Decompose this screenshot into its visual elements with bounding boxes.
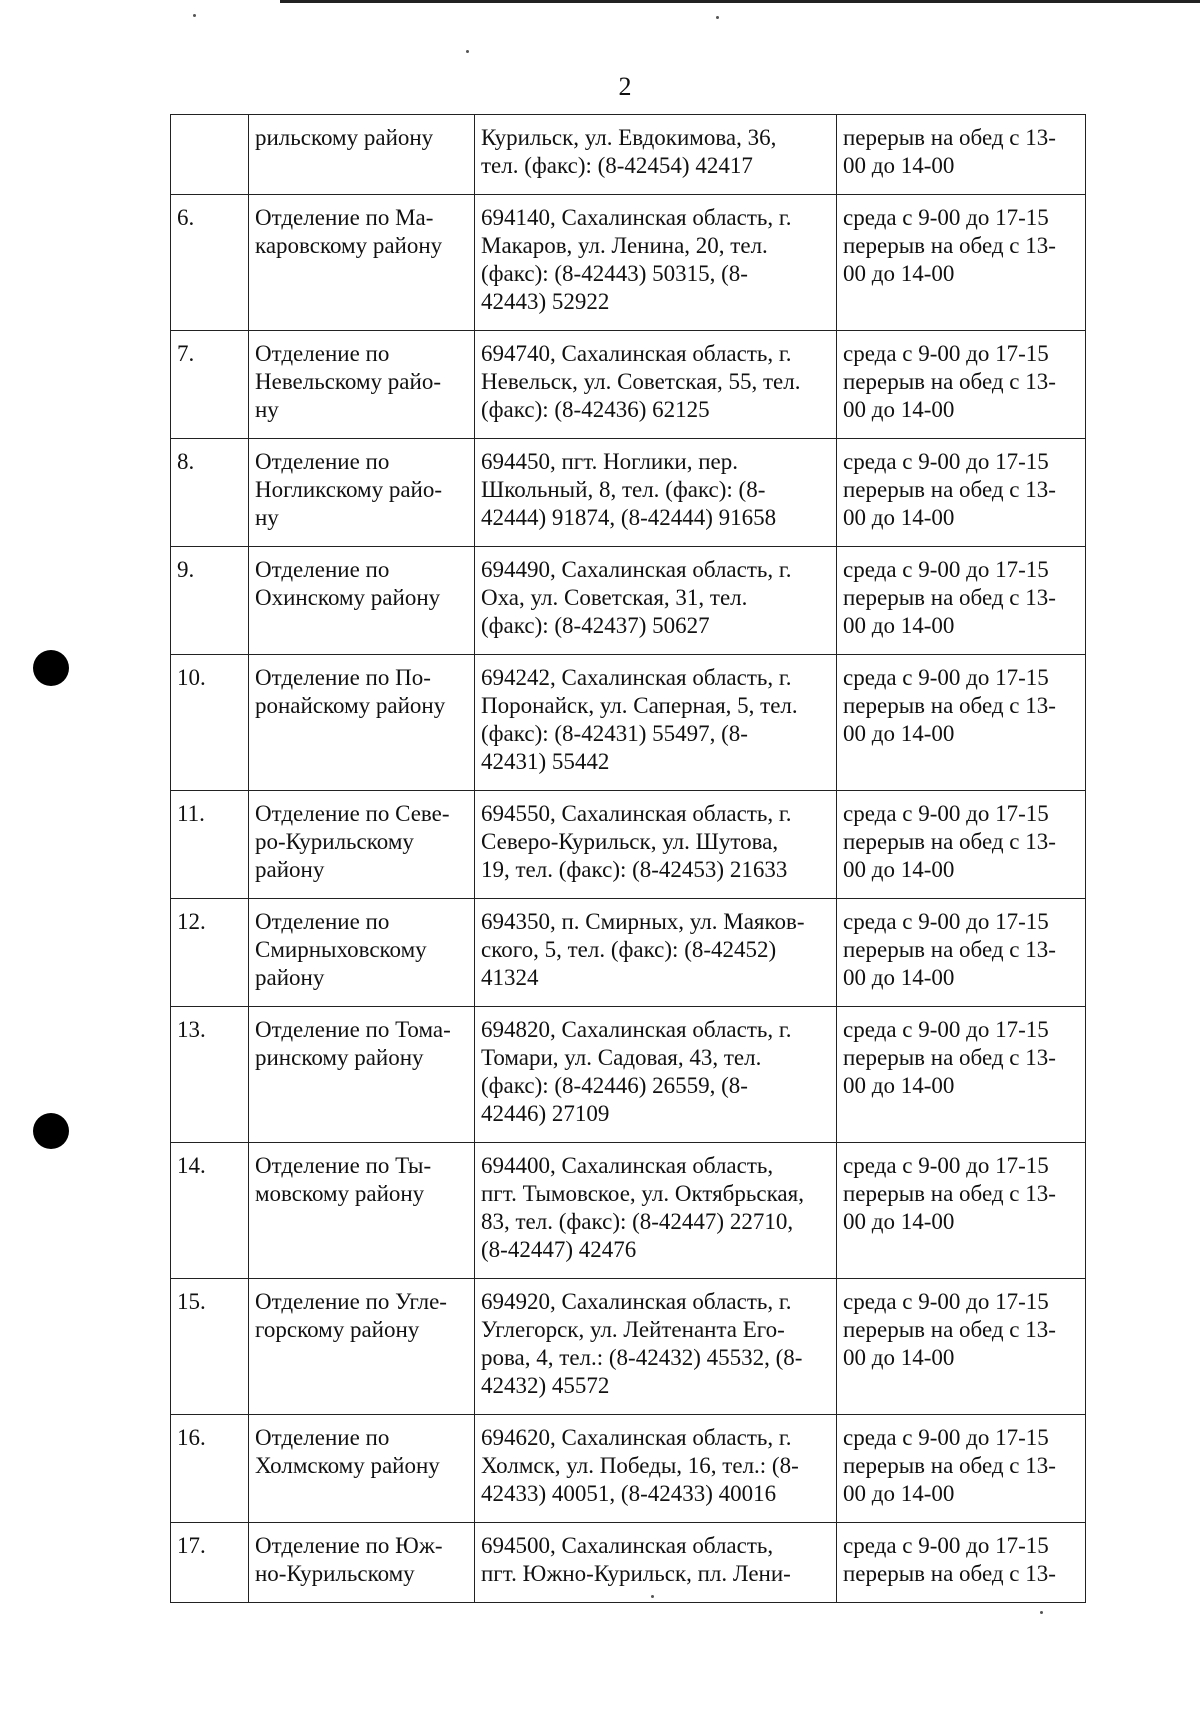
cell-text-line: но-Курильскому xyxy=(255,1561,415,1586)
table-row xyxy=(171,1143,1086,1279)
office-name-cell xyxy=(249,115,475,195)
office-hours-cell xyxy=(837,655,1086,791)
office-name-cell xyxy=(249,1143,475,1279)
cell-text-line: 694140, Сахалинская область, г. xyxy=(481,205,792,230)
cell-text-line: 42433) 40051, (8-42433) 40016 xyxy=(481,1481,777,1506)
cell-text-line: Отделение по Юж- xyxy=(255,1533,443,1558)
cell-text-line: 00 до 14-00 xyxy=(843,1345,955,1370)
cell-text-line: 00 до 14-00 xyxy=(843,1209,955,1234)
cell-text-line: среда с 9-00 до 17-15 xyxy=(843,665,1049,690)
cell-text-line: 694820, Сахалинская область, г. xyxy=(481,1017,792,1042)
cell-text-line: перерыв на обед с 13- xyxy=(843,1317,1056,1342)
cell-text-line: Холмскому району xyxy=(255,1453,440,1478)
cell-text-line: Невельск, ул. Советская, 55, тел. xyxy=(481,369,801,394)
cell-text-line: 00 до 14-00 xyxy=(843,857,955,882)
office-hours-cell xyxy=(837,1523,1086,1603)
cell-text-line: тел. (факс): (8-42454) 42417 xyxy=(481,153,753,178)
cell-text-line: (факс): (8-42437) 50627 xyxy=(481,613,710,638)
row-number: 14. xyxy=(171,1143,249,1279)
office-address-cell xyxy=(475,331,837,439)
cell-text-line: 00 до 14-00 xyxy=(843,505,955,530)
cell-text-line: Курильск, ул. Евдокимова, 36, xyxy=(481,125,777,150)
cell-text-line: ну xyxy=(255,397,279,422)
cell-text-line: среда с 9-00 до 17-15 xyxy=(843,1533,1049,1558)
cell-text-line: району xyxy=(255,857,325,882)
cell-text-line: 00 до 14-00 xyxy=(843,613,955,638)
cell-text-line: 00 до 14-00 xyxy=(843,965,955,990)
office-name-cell xyxy=(249,547,475,655)
cell-text-line: Отделение по Угле- xyxy=(255,1289,447,1314)
cell-text-line: Отделение по xyxy=(255,1425,390,1450)
office-address-cell xyxy=(475,899,837,1007)
cell-text-line: ронайскому району xyxy=(255,693,446,718)
office-address-cell xyxy=(475,439,837,547)
cell-text-line: перерыв на обед с 13- xyxy=(843,125,1056,150)
office-address-cell xyxy=(475,1279,837,1415)
cell-text-line: 694550, Сахалинская область, г. xyxy=(481,801,792,826)
cell-text-line: 00 до 14-00 xyxy=(843,721,955,746)
office-address-cell xyxy=(475,195,837,331)
office-name-cell xyxy=(249,791,475,899)
cell-text-line: ро-Курильскому xyxy=(255,829,414,854)
office-name-cell xyxy=(249,1279,475,1415)
table-row xyxy=(171,791,1086,899)
cell-text-line: пгт. Тымовское, ул. Октябрьская, xyxy=(481,1181,804,1206)
row-number: 7. xyxy=(171,331,249,439)
cell-text-line: перерыв на обед с 13- xyxy=(843,693,1056,718)
cell-text-line: перерыв на обед с 13- xyxy=(843,477,1056,502)
cell-text-line: 42432) 45572 xyxy=(481,1373,610,1398)
cell-text-line: Смирныховскому xyxy=(255,937,427,962)
punch-hole-mark xyxy=(33,650,69,686)
office-hours-cell xyxy=(837,1415,1086,1523)
cell-text-line: среда с 9-00 до 17-15 xyxy=(843,205,1049,230)
office-name-cell xyxy=(249,655,475,791)
cell-text-line: рова, 4, тел.: (8-42432) 45532, (8- xyxy=(481,1345,803,1370)
cell-text-line: 42443) 52922 xyxy=(481,289,610,314)
office-address-cell xyxy=(475,1007,837,1143)
office-hours-cell xyxy=(837,439,1086,547)
cell-text-line: 19, тел. (факс): (8-42453) 21633 xyxy=(481,857,788,882)
table-row xyxy=(171,1279,1086,1415)
office-hours-cell xyxy=(837,1279,1086,1415)
office-hours-cell xyxy=(837,1143,1086,1279)
cell-text-line: Школьный, 8, тел. (факс): (8- xyxy=(481,477,766,502)
cell-text-line: перерыв на обед с 13- xyxy=(843,369,1056,394)
cell-text-line: 83, тел. (факс): (8-42447) 22710, xyxy=(481,1209,794,1234)
cell-text-line: ну xyxy=(255,505,279,530)
row-number: 8. xyxy=(171,439,249,547)
table-row xyxy=(171,899,1086,1007)
cell-text-line: пгт. Южно-Курильск, пл. Лени- xyxy=(481,1561,791,1586)
cell-text-line: мовскому району xyxy=(255,1181,425,1206)
row-number xyxy=(171,115,249,195)
cell-text-line: Отделение по Ма- xyxy=(255,205,434,230)
table-row xyxy=(171,195,1086,331)
cell-text-line: горскому району xyxy=(255,1317,420,1342)
cell-text-line: Отделение по xyxy=(255,909,390,934)
cell-text-line: среда с 9-00 до 17-15 xyxy=(843,1289,1049,1314)
cell-text-line: Отделение по По- xyxy=(255,665,431,690)
cell-text-line: Невельскому райо- xyxy=(255,369,441,394)
cell-text-line: каровскому району xyxy=(255,233,443,258)
scan-speck xyxy=(716,16,719,19)
cell-text-line: Отделение по xyxy=(255,557,390,582)
cell-text-line: (факс): (8-42443) 50315, (8- xyxy=(481,261,748,286)
offices-table-body xyxy=(171,115,1086,1603)
cell-text-line: 41324 xyxy=(481,965,539,990)
cell-text-line: среда с 9-00 до 17-15 xyxy=(843,449,1049,474)
cell-text-line: перерыв на обед с 13- xyxy=(843,233,1056,258)
office-hours-cell xyxy=(837,1007,1086,1143)
cell-text-line: 42431) 55442 xyxy=(481,749,610,774)
cell-text-line: среда с 9-00 до 17-15 xyxy=(843,801,1049,826)
cell-text-line: 00 до 14-00 xyxy=(843,1073,955,1098)
office-hours-cell xyxy=(837,899,1086,1007)
cell-text-line: ринскому району xyxy=(255,1045,424,1070)
cell-text-line: 00 до 14-00 xyxy=(843,153,955,178)
office-address-cell xyxy=(475,1415,837,1523)
office-name-cell xyxy=(249,331,475,439)
cell-text-line: (факс): (8-42431) 55497, (8- xyxy=(481,721,748,746)
cell-text-line: (факс): (8-42446) 26559, (8- xyxy=(481,1073,748,1098)
cell-text-line: 694490, Сахалинская область, г. xyxy=(481,557,792,582)
row-number: 10. xyxy=(171,655,249,791)
office-address-cell xyxy=(475,547,837,655)
cell-text-line: среда с 9-00 до 17-15 xyxy=(843,909,1049,934)
cell-text-line: 694242, Сахалинская область, г. xyxy=(481,665,792,690)
cell-text-line: 42444) 91874, (8-42444) 91658 xyxy=(481,505,777,530)
cell-text-line: 694740, Сахалинская область, г. xyxy=(481,341,792,366)
cell-text-line: (факс): (8-42436) 62125 xyxy=(481,397,710,422)
cell-text-line: Охинскому району xyxy=(255,585,441,610)
row-number: 15. xyxy=(171,1279,249,1415)
table-row xyxy=(171,547,1086,655)
table-row xyxy=(171,331,1086,439)
office-address-cell xyxy=(475,1143,837,1279)
cell-text-line: Ногликскому райо- xyxy=(255,477,443,502)
office-address-cell xyxy=(475,791,837,899)
row-number: 16. xyxy=(171,1415,249,1523)
cell-text-line: среда с 9-00 до 17-15 xyxy=(843,1017,1049,1042)
row-number: 17. xyxy=(171,1523,249,1603)
row-number: 12. xyxy=(171,899,249,1007)
office-address-cell xyxy=(475,655,837,791)
office-hours-cell xyxy=(837,547,1086,655)
cell-text-line: 00 до 14-00 xyxy=(843,261,955,286)
cell-text-line: Холмск, ул. Победы, 16, тел.: (8- xyxy=(481,1453,799,1478)
office-name-cell xyxy=(249,1415,475,1523)
cell-text-line: среда с 9-00 до 17-15 xyxy=(843,557,1049,582)
offices-table xyxy=(170,114,1086,1603)
punch-hole-mark xyxy=(33,1113,69,1149)
row-number: 6. xyxy=(171,195,249,331)
row-number: 11. xyxy=(171,791,249,899)
table-row xyxy=(171,655,1086,791)
cell-text-line: 00 до 14-00 xyxy=(843,1481,955,1506)
office-name-cell xyxy=(249,1007,475,1143)
cell-text-line: Отделение по xyxy=(255,449,390,474)
cell-text-line: перерыв на обед с 13- xyxy=(843,1045,1056,1070)
cell-text-line: Отделение по Севе- xyxy=(255,801,450,826)
scan-speck xyxy=(193,14,196,17)
cell-text-line: 00 до 14-00 xyxy=(843,397,955,422)
cell-text-line: среда с 9-00 до 17-15 xyxy=(843,341,1049,366)
cell-text-line: району xyxy=(255,965,325,990)
cell-text-line: 42446) 27109 xyxy=(481,1101,610,1126)
office-hours-cell xyxy=(837,115,1086,195)
scan-speck xyxy=(466,50,469,53)
cell-text-line: Северо-Курильск, ул. Шутова, xyxy=(481,829,779,854)
cell-text-line: 694350, п. Смирных, ул. Маяков- xyxy=(481,909,805,934)
cell-text-line: перерыв на обед с 13- xyxy=(843,829,1056,854)
cell-text-line: среда с 9-00 до 17-15 xyxy=(843,1153,1049,1178)
table-row xyxy=(171,1415,1086,1523)
office-address-cell xyxy=(475,115,837,195)
table-row xyxy=(171,1523,1086,1603)
cell-text-line: Углегорск, ул. Лейтенанта Его- xyxy=(481,1317,785,1342)
cell-text-line: 694400, Сахалинская область, xyxy=(481,1153,774,1178)
office-hours-cell xyxy=(837,195,1086,331)
table-row xyxy=(171,115,1086,195)
office-address-cell xyxy=(475,1523,837,1603)
table-row xyxy=(171,1007,1086,1143)
top-edge-line xyxy=(280,0,1200,3)
office-name-cell xyxy=(249,195,475,331)
cell-text-line: 694920, Сахалинская область, г. xyxy=(481,1289,792,1314)
cell-text-line: Оха, ул. Советская, 31, тел. xyxy=(481,585,748,610)
row-number: 13. xyxy=(171,1007,249,1143)
office-name-cell xyxy=(249,899,475,1007)
cell-text-line: Отделение по xyxy=(255,341,390,366)
office-hours-cell xyxy=(837,331,1086,439)
cell-text-line: перерыв на обед с 13- xyxy=(843,1453,1056,1478)
office-hours-cell xyxy=(837,791,1086,899)
cell-text-line: Макаров, ул. Ленина, 20, тел. xyxy=(481,233,768,258)
cell-text-line: рильскому району xyxy=(255,125,434,150)
cell-text-line: 694450, пгт. Ноглики, пер. xyxy=(481,449,738,474)
cell-text-line: перерыв на обед с 13- xyxy=(843,1181,1056,1206)
office-name-cell xyxy=(249,439,475,547)
cell-text-line: перерыв на обед с 13- xyxy=(843,937,1056,962)
office-name-cell xyxy=(249,1523,475,1603)
cell-text-line: среда с 9-00 до 17-15 xyxy=(843,1425,1049,1450)
cell-text-line: 694500, Сахалинская область, xyxy=(481,1533,774,1558)
cell-text-line: Томари, ул. Садовая, 43, тел. xyxy=(481,1045,762,1070)
row-number: 9. xyxy=(171,547,249,655)
cell-text-line: перерыв на обед с 13- xyxy=(843,1561,1056,1586)
scan-speck xyxy=(1040,1611,1043,1614)
cell-text-line: 694620, Сахалинская область, г. xyxy=(481,1425,792,1450)
table-row xyxy=(171,439,1086,547)
cell-text-line: перерыв на обед с 13- xyxy=(843,585,1056,610)
cell-text-line: Отделение по Ты- xyxy=(255,1153,432,1178)
cell-text-line: (8-42447) 42476 xyxy=(481,1237,637,1262)
cell-text-line: Отделение по Тома- xyxy=(255,1017,451,1042)
cell-text-line: ского, 5, тел. (факс): (8-42452) xyxy=(481,937,777,962)
cell-text-line: Поронайск, ул. Саперная, 5, тел. xyxy=(481,693,798,718)
page-number: 2 xyxy=(618,72,632,101)
